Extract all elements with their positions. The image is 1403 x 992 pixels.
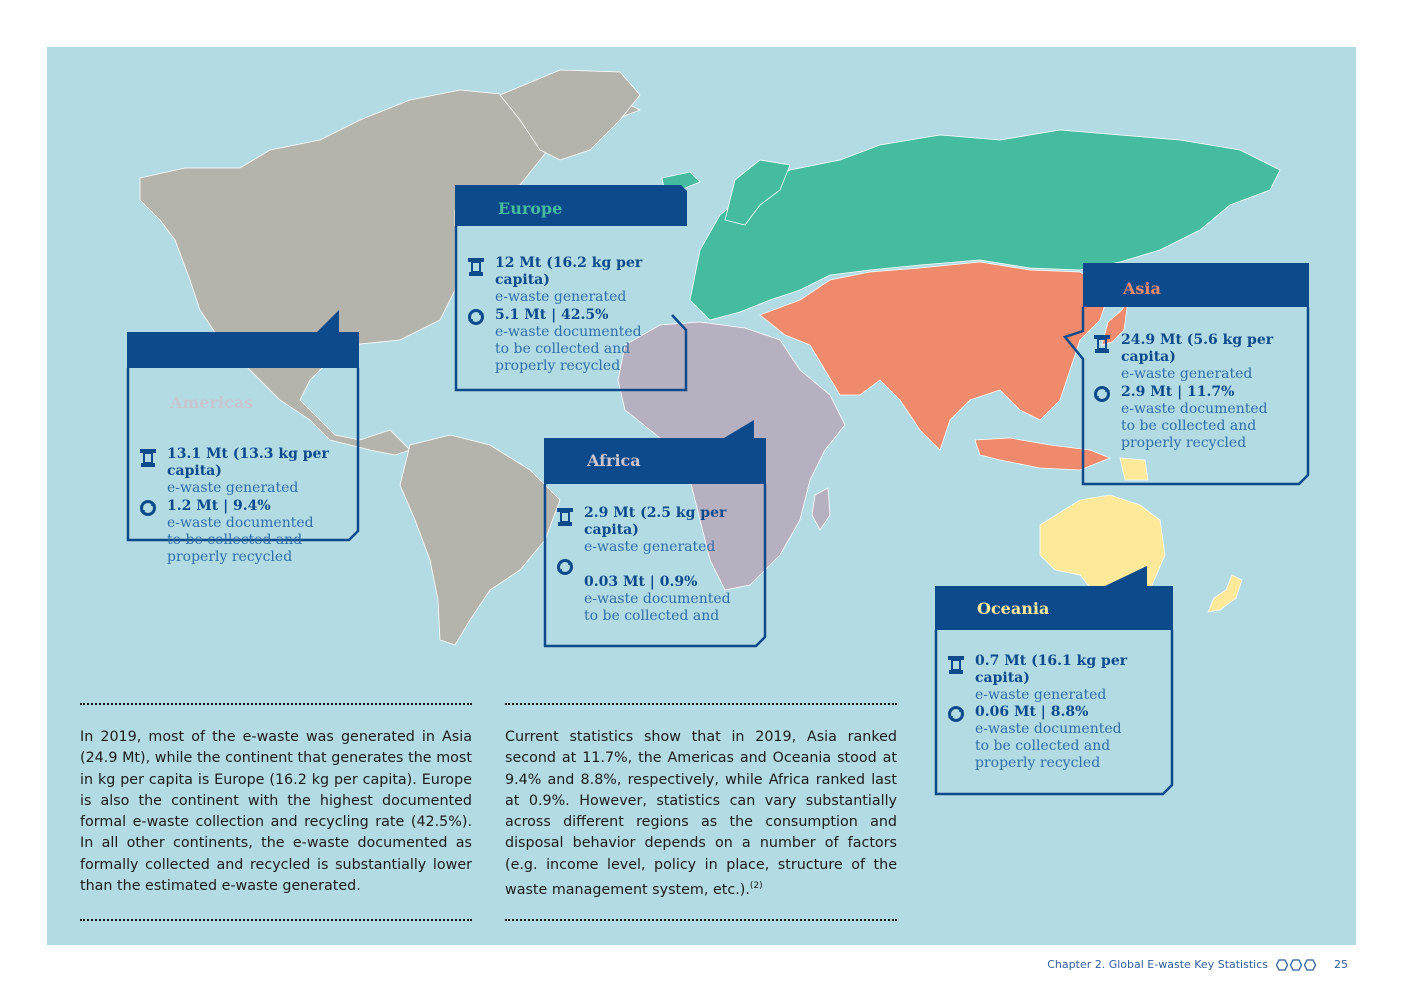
oceania-title: Oceania [977, 599, 1050, 618]
map-panel [47, 47, 1356, 945]
europe-generated-label: e-waste generated [495, 289, 627, 305]
oceania-documented-label-3: properly recycled [975, 755, 1101, 771]
hexagon-icons [1276, 959, 1316, 971]
footnote-ref: (2) [749, 881, 763, 892]
africa-documented-value: 0.03 Mt | 0.9% [584, 574, 698, 590]
africa-callout [544, 420, 766, 648]
e-waste-bin-icon [556, 506, 574, 526]
page-number: 25 [1334, 958, 1348, 971]
asia-title: Asia [1123, 279, 1161, 298]
hexagon-icon [1290, 959, 1302, 971]
oceania-documented-value: 0.06 Mt | 8.8% [975, 704, 1089, 720]
recycle-icon [1093, 385, 1111, 405]
africa-documented-label-2: to be collected and [584, 608, 720, 624]
recycle-icon [947, 705, 965, 725]
recycle-icon [467, 308, 485, 328]
asia-documented-stat [1093, 384, 1309, 454]
asia-generated-stat [1093, 332, 1309, 382]
africa-generated-value-2: capita) [584, 522, 639, 538]
asia-generated-label: e-waste generated [1121, 366, 1253, 382]
left-body-text: In 2019, most of the e-waste was generated in Asia (24.9 Mt), while the continent that generates the most in kg per capita is Europe (16.2 kg per capita). Europe is also the continent with the highest documented formal e-waste collection and recycling rate (42.5%). In all other continents, the e-waste documented as formally collected and recycled is substantially lower than the estimated e-waste generated. [80, 729, 472, 895]
hexagon-icon [1304, 959, 1316, 971]
americas-title: Americas [170, 393, 254, 412]
left-bottom-divider [80, 919, 472, 921]
south-america-shape [400, 435, 560, 645]
europe-title: Europe [498, 199, 563, 218]
e-waste-bin-icon [1093, 333, 1111, 353]
africa-title: Africa [587, 451, 641, 470]
recycle-icon [556, 558, 574, 578]
chapter-label: Chapter 2. Global E-waste Key Statistics [1047, 958, 1268, 971]
europe-generated-value: 12 Mt (16.2 kg per capita) [495, 255, 643, 288]
asia-generated-value: 24.9 Mt (5.6 kg per capita) [1121, 332, 1274, 365]
oceania-documented-label-2: to be collected and [975, 738, 1111, 754]
europe-callout [455, 185, 687, 392]
oceania-documented-label-1: e-waste documented [975, 721, 1122, 737]
right-top-divider [505, 703, 897, 705]
right-body-text-content: Current statistics show that in 2019, Asia ranked second at 11.7%, the Americas and Oceania stood at 9.4% and 8.8%, respectively, while Africa ranked last at 0.9%. However, statistics can vary substantially across different regions as the consumption and disposal behavior depends on a number of factors (e.g. income level, policy in place, structure of the waste management system, etc.). [505, 729, 897, 898]
oceania-generated-label: e-waste generated [975, 687, 1107, 703]
americas-documented-label-2: to be collected and [167, 532, 303, 548]
oceania-callout [935, 566, 1173, 796]
asia-documented-label-3: properly recycled [1121, 435, 1247, 451]
left-top-divider [80, 703, 472, 705]
americas-generated-value: 13.1 Mt (13.3 kg per capita) [167, 446, 329, 479]
africa-generated-stat [556, 505, 766, 561]
oceania-generated-stat [947, 653, 1173, 703]
africa-generated-value-1: 2.9 Mt (2.5 kg per [584, 505, 727, 521]
page-footer [1047, 958, 1348, 971]
africa-generated-label: e-waste generated [584, 539, 716, 555]
europe-documented-label-2: to be collected and [495, 341, 631, 357]
africa-documented-label-1: e-waste documented [584, 591, 731, 607]
right-bottom-divider [505, 919, 897, 921]
right-body-text [505, 727, 897, 901]
asia-documented-label-2: to be collected and [1121, 418, 1257, 434]
americas-documented-stat [139, 498, 359, 568]
oceania-generated-value: 0.7 Mt (16.1 kg per capita) [975, 653, 1128, 686]
americas-documented-value: 1.2 Mt | 9.4% [167, 498, 271, 514]
americas-callout [127, 310, 359, 565]
americas-generated-stat [139, 446, 359, 496]
europe-documented-value: 5.1 Mt | 42.5% [495, 307, 609, 323]
new-zealand-shape [1208, 575, 1242, 612]
africa-documented-stat [556, 574, 766, 628]
e-waste-bin-icon [139, 447, 157, 467]
madagascar-shape [812, 488, 830, 530]
asia-documented-value: 2.9 Mt | 11.7% [1121, 384, 1235, 400]
europe-documented-stat [467, 307, 687, 377]
europe-documented-label-1: e-waste documented [495, 324, 642, 340]
oceania-documented-stat [947, 704, 1173, 774]
americas-documented-label-1: e-waste documented [167, 515, 314, 531]
hexagon-icon [1276, 959, 1288, 971]
europe-documented-label-3: properly recycled [495, 358, 621, 374]
asia-callout [1063, 263, 1309, 486]
asia-documented-label-1: e-waste documented [1121, 401, 1268, 417]
e-waste-bin-icon [947, 654, 965, 674]
americas-generated-label: e-waste generated [167, 480, 299, 496]
e-waste-bin-icon [467, 256, 485, 276]
americas-documented-label-3: properly recycled [167, 549, 293, 565]
recycle-icon [139, 499, 157, 519]
europe-generated-stat [467, 255, 687, 305]
